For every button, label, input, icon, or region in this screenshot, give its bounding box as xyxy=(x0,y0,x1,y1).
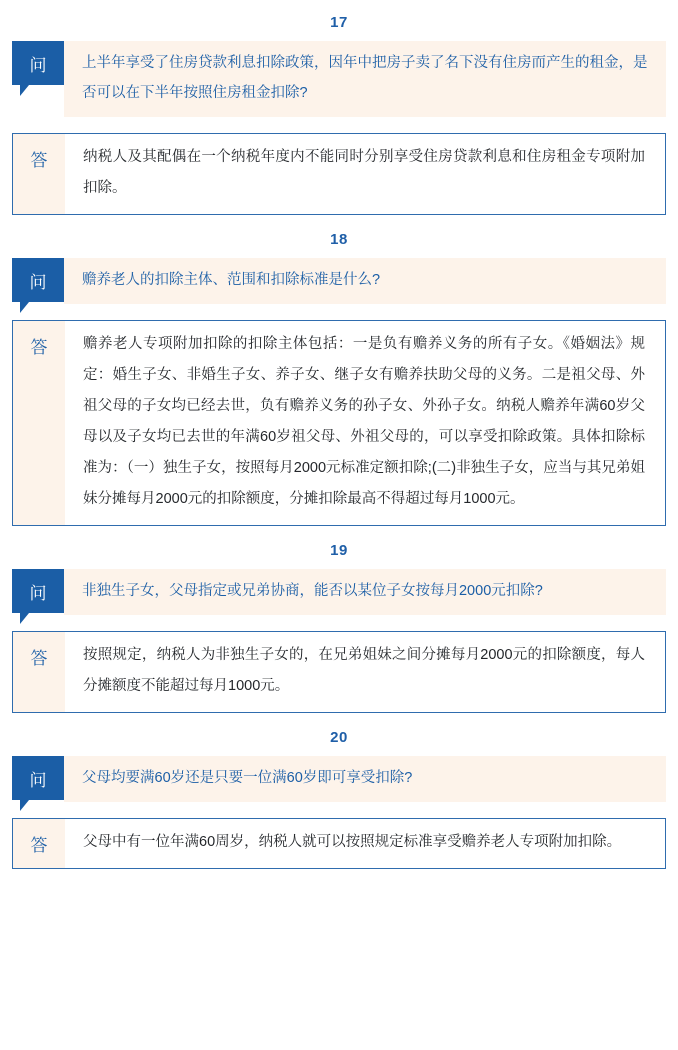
answer-text: 父母中有一位年满60周岁，纳税人就可以按照规定标准享受赡养老人专项附加扣除。 xyxy=(83,834,622,850)
question-text: 非独生子女，父母指定或兄弟协商，能否以某位子女按每月2000元扣除? xyxy=(64,569,666,615)
answer-text: 赡养老人专项附加扣除的扣除主体包括：一是负有赡养义务的所有子女。《婚姻法》规定：婚生子女、非婚生子女、养子女、继子女有赡养扶助父母的义务。二是祖父母、外祖父母的子女均已经去世，负有赡养义务的孙子女、外孙子女。纳税人赡养年满60岁父母以及子女均已去世的年满60岁祖父母、外祖父母的，可以享受扣除政策。具体扣除标准为：（一）独生子女，按照每月2000元标准定额扣除;(二)非独生子女，应当与其兄弟姐妹分摊每月2000元的扣除额度，分摊扣除最高不得超过每月1000元。 xyxy=(83,336,645,507)
question-badge-tail-icon xyxy=(20,302,29,313)
section-number: 20 xyxy=(330,729,348,746)
question-row xyxy=(12,569,666,615)
section-number: 19 xyxy=(330,542,348,559)
question-text: 赡养老人的扣除主体、范围和扣除标准是什么? xyxy=(64,258,666,304)
question-badge: 问 xyxy=(12,756,64,800)
answer-badge: 答 xyxy=(13,819,65,868)
question-badge-tail-icon xyxy=(20,613,29,624)
qa-block xyxy=(12,0,666,215)
answer-badge: 答 xyxy=(13,632,65,712)
qa-block xyxy=(12,217,666,526)
answer-row xyxy=(12,320,666,526)
answer-row xyxy=(12,631,666,713)
question-row xyxy=(12,41,666,117)
question-badge: 问 xyxy=(12,569,64,613)
answer-badge: 答 xyxy=(13,321,65,525)
answer-text: 纳税人及其配偶在一个纳税年度内不能同时分别享受住房贷款利息和住房租金专项附加扣除。 xyxy=(83,149,645,196)
answer-row xyxy=(12,133,666,215)
question-badge-tail-icon xyxy=(20,85,29,96)
answer-badge: 答 xyxy=(13,134,65,214)
answer-row xyxy=(12,818,666,869)
question-text: 父母均要满60岁还是只要一位满60岁即可享受扣除? xyxy=(64,756,666,802)
question-badge-wrapper xyxy=(12,41,64,117)
question-badge: 问 xyxy=(12,258,64,302)
section-number: 17 xyxy=(330,14,348,31)
section-number: 18 xyxy=(330,231,348,248)
question-badge-wrapper xyxy=(12,569,64,615)
question-badge-tail-icon xyxy=(20,800,29,811)
qa-block xyxy=(12,528,666,713)
question-badge-wrapper xyxy=(12,756,64,802)
question-badge: 问 xyxy=(12,41,64,85)
question-badge-wrapper xyxy=(12,258,64,304)
question-text: 上半年享受了住房贷款利息扣除政策，因年中把房子卖了名下没有住房而产生的租金，是否可以在下半年按照住房租金扣除? xyxy=(64,41,666,117)
qa-block xyxy=(12,715,666,869)
answer-text: 按照规定，纳税人为非独生子女的，在兄弟姐妹之间分摊每月2000元的扣除额度，每人分摊额度不能超过每月1000元。 xyxy=(83,647,645,694)
question-row xyxy=(12,756,666,802)
question-row xyxy=(12,258,666,304)
